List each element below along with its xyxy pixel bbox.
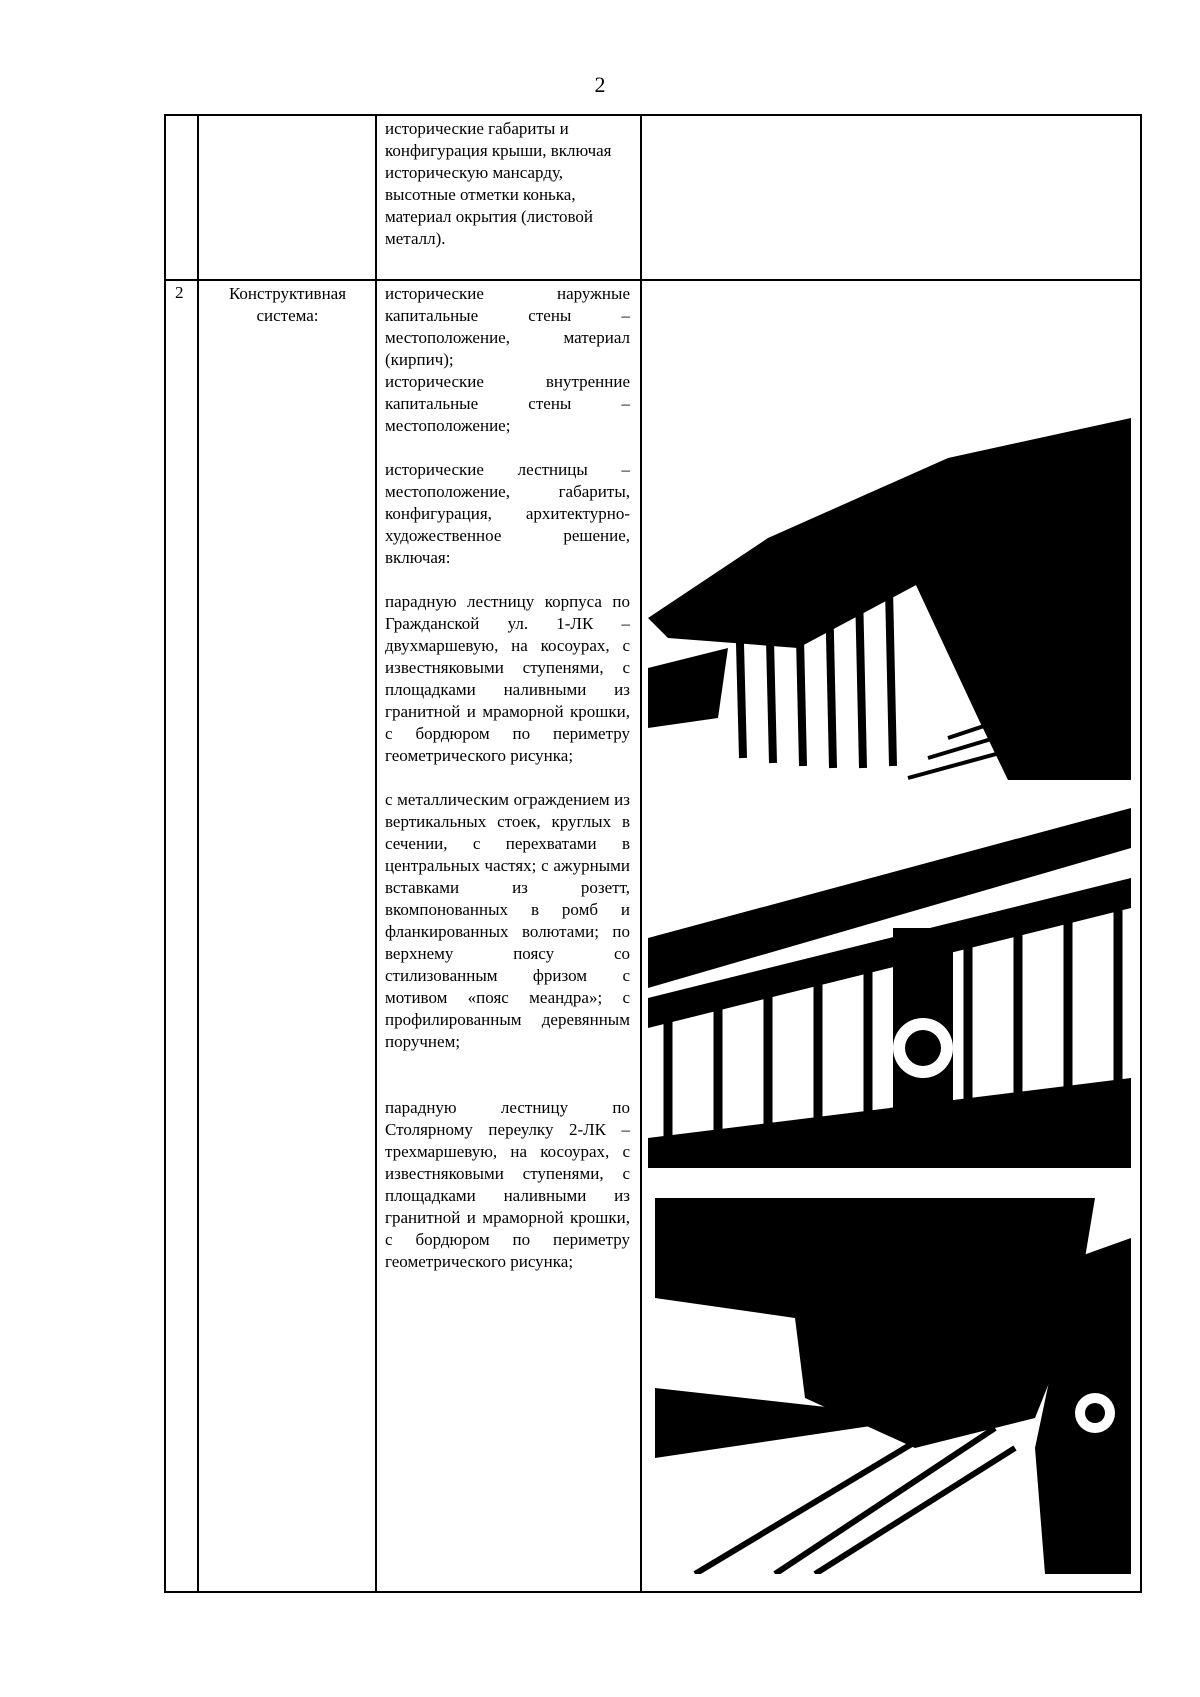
paragraph: парадную лестницу корпуса по Гражданской ул. 1-ЛК – двухмаршевую, на косоурах, с известняковыми ступенями, с площадками наливными из гранитной и мраморной крошки, с бордюром по периметру геометрического рисунка;: [385, 592, 630, 765]
table-line: [164, 114, 166, 1593]
row2-description: [385, 283, 630, 1273]
row-name: Конструктивная система:: [228, 284, 347, 325]
row-number: 2: [175, 283, 184, 302]
continued-row-text: [385, 118, 633, 250]
table-line: [164, 279, 1142, 281]
table-line: [375, 114, 377, 1593]
continued-row-paragraph: исторические габариты и конфигурация крыши, включая историческую мансарду, высотные отметки конька, материал окрытия (листовой металл).: [385, 119, 612, 248]
table-line: [1140, 114, 1142, 1593]
paragraph: парадную лестницу по Столярному переулку 2-ЛК – трехмаршевую, на косоурах, с известняковыми ступенями, с площадками наливными из гранитной и мраморной крошки, с бордюром по периметру геометрического рисунка;: [385, 1098, 630, 1271]
paragraph: с металлическим ограждением из вертикальных стоек, круглых в сечении, с перехватами в центральных частях; с ажурными вставками из розетт, вкомпонованных в ромб и фланкированных волютами; по верхнему поясу со стилизованным фризом с мотивом «пояс меандра»; с профилированным деревянным поручнем;: [385, 790, 630, 1051]
paragraph: исторические наружные капитальные стены – местоположение, материал (кирпич);: [385, 284, 630, 369]
table-line: [197, 114, 199, 1593]
landing-floor-photo: [655, 1198, 1131, 1574]
paragraph: исторические внутренние капитальные стены – местоположение;: [385, 372, 630, 435]
page-number: 2: [594, 72, 606, 97]
table-line: [164, 114, 1142, 116]
paragraph: исторические лестницы – местоположение, габариты, конфигурация, архитектурно-художественное решение, включая:: [385, 460, 630, 567]
railing-photo: [648, 808, 1131, 1168]
staircase-photo-1: [648, 418, 1131, 780]
table-line: [640, 114, 642, 1593]
table-line: [164, 1591, 1142, 1593]
